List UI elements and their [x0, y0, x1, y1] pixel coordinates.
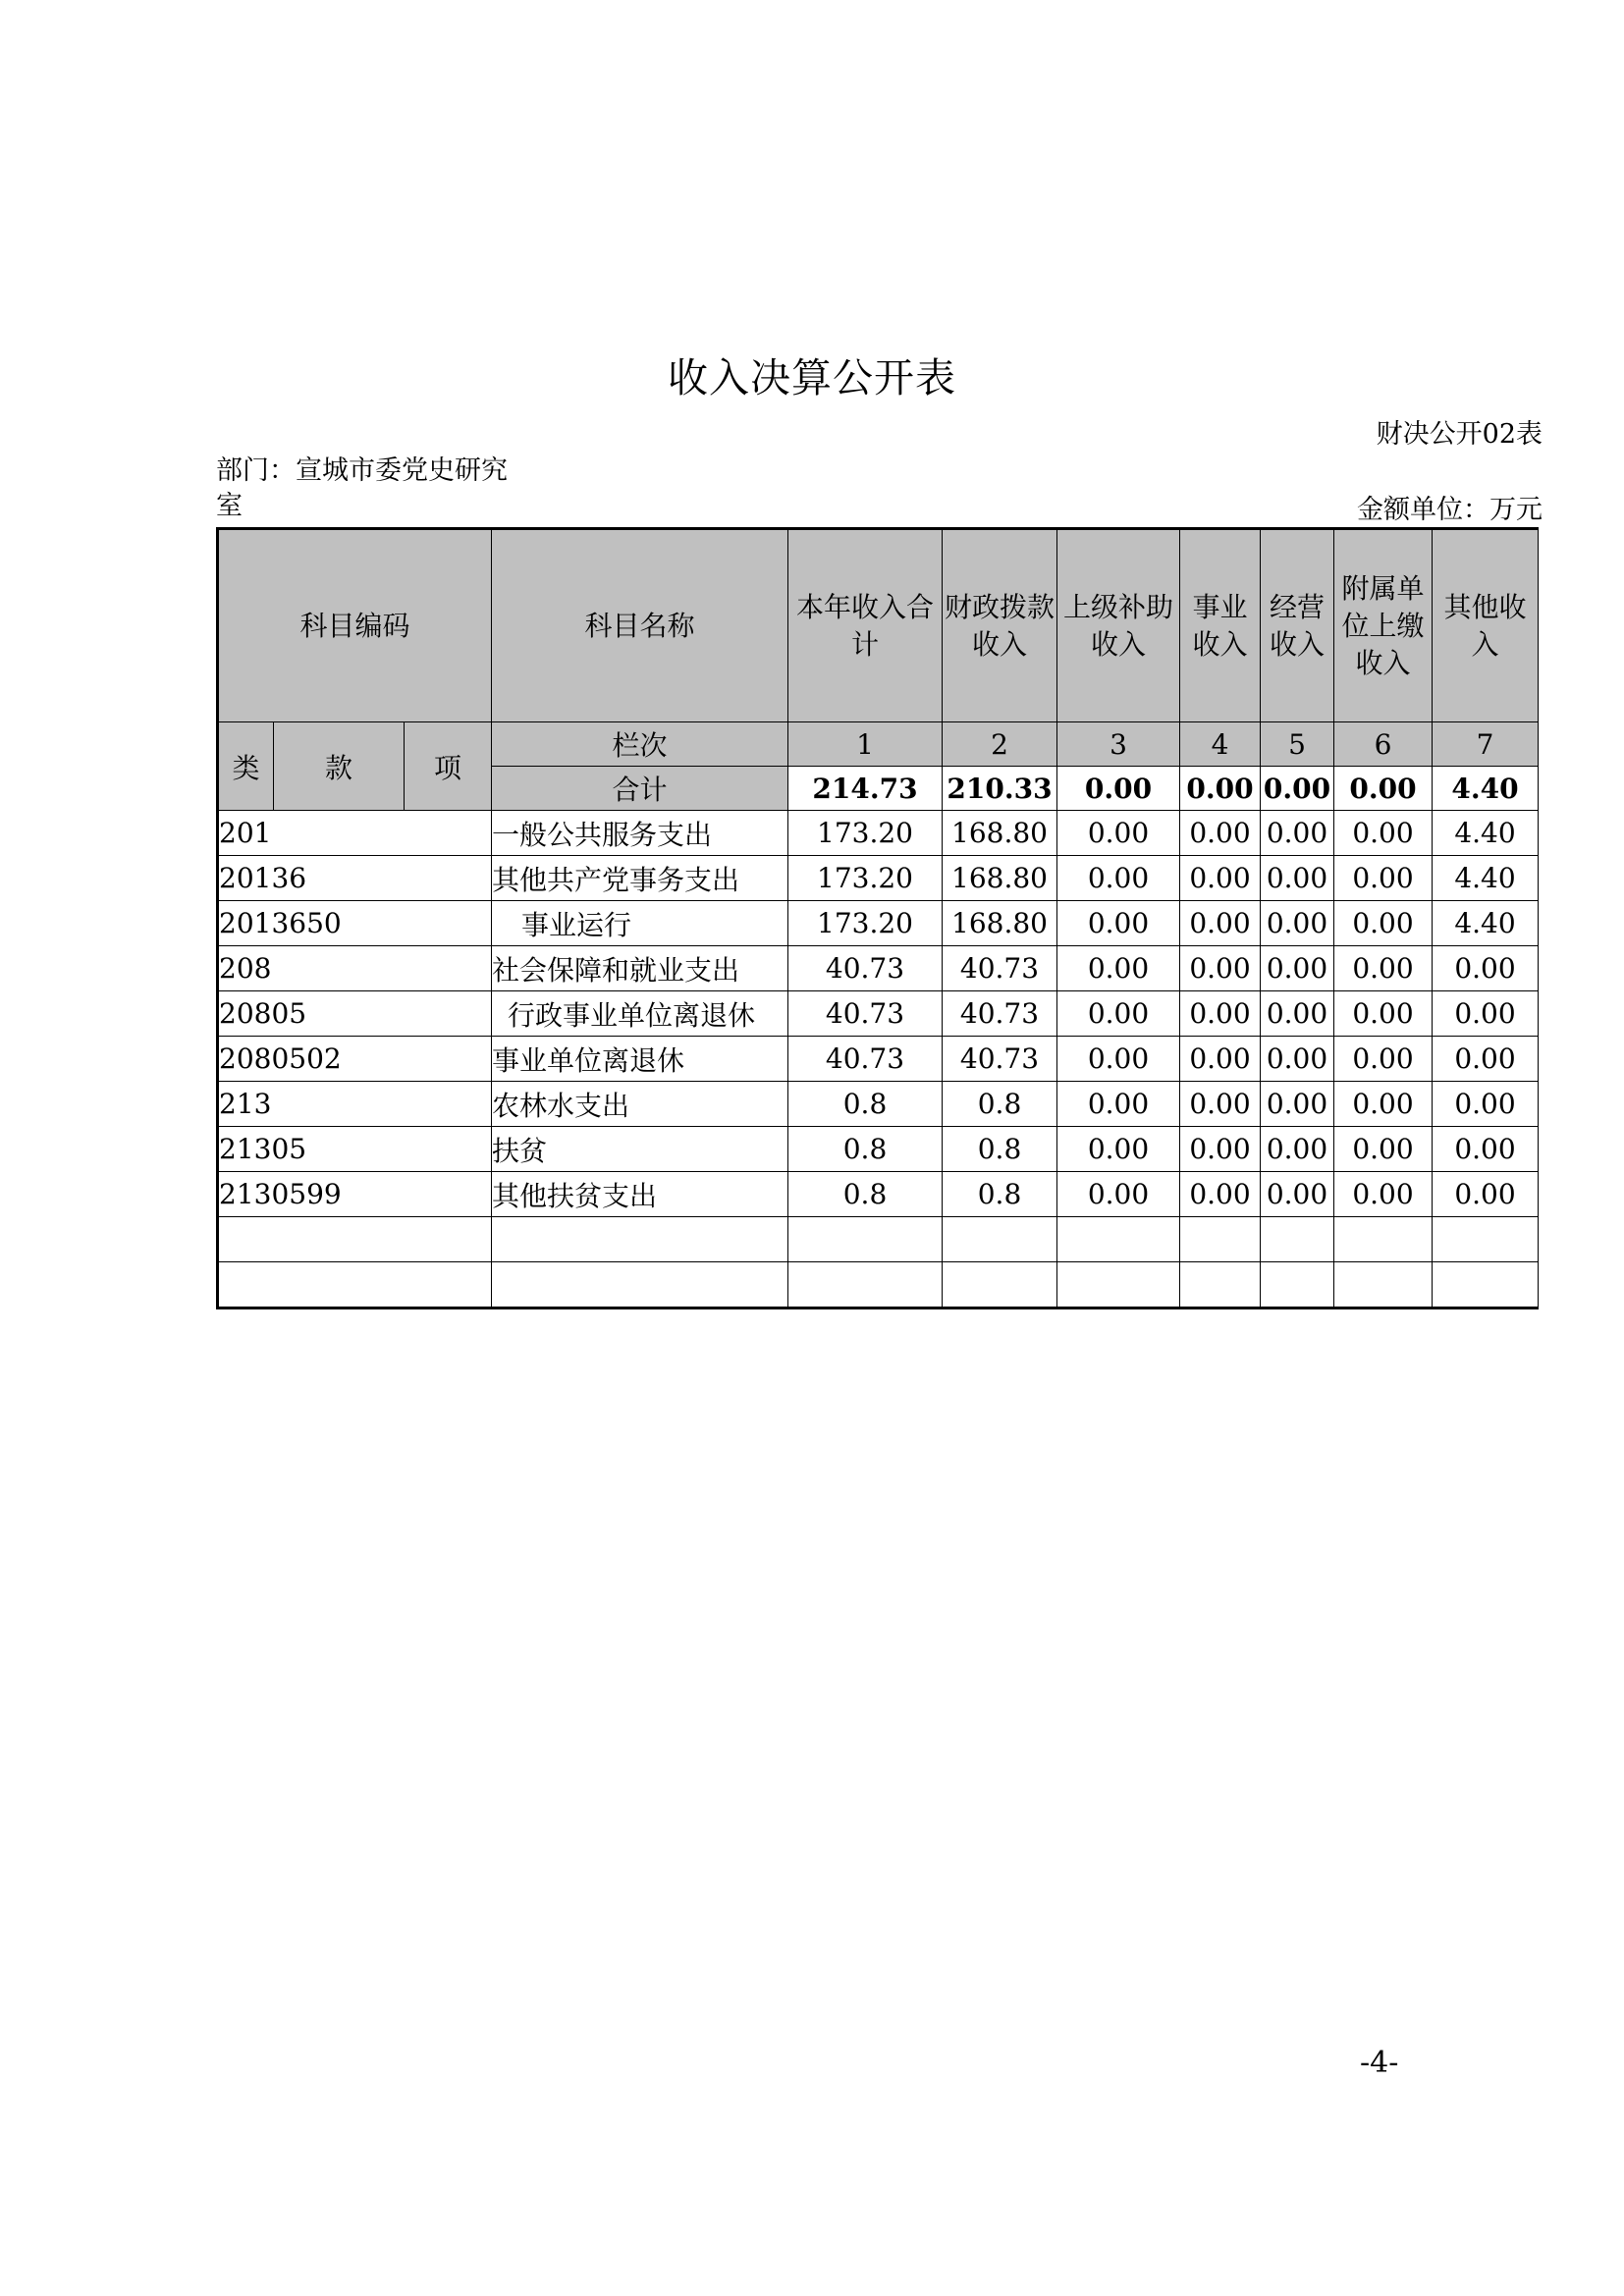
col-number-3: 3	[1057, 722, 1180, 767]
amount-col-2: 40.73	[943, 946, 1057, 991]
amount-col-5: 0.00	[1261, 1172, 1334, 1217]
column-number-row	[218, 722, 1539, 767]
empty-cell	[943, 1217, 1057, 1262]
empty-row	[218, 1217, 1539, 1262]
amount-col-6: 0.00	[1334, 1172, 1433, 1217]
amount-col-1: 40.73	[788, 991, 943, 1037]
subject-code: 2080502	[218, 1037, 492, 1082]
amount-col-1: 40.73	[788, 946, 943, 991]
total-label: 合计	[492, 767, 788, 811]
amount-col-2: 168.80	[943, 856, 1057, 901]
amount-col-3: 0.00	[1057, 811, 1180, 856]
amount-col-6: 0.00	[1334, 991, 1433, 1037]
total-value-3: 0.00	[1057, 767, 1180, 811]
subject-code: 21305	[218, 1127, 492, 1172]
header-col-5: 经营收入	[1261, 529, 1334, 722]
col-number-4: 4	[1180, 722, 1261, 767]
subject-code: 20805	[218, 991, 492, 1037]
amount-col-6: 0.00	[1334, 1037, 1433, 1082]
subject-name: 事业单位离退休	[492, 1037, 788, 1082]
amount-col-7: 4.40	[1433, 811, 1539, 856]
subject-name: 农林水支出	[492, 1082, 788, 1127]
empty-cell	[1180, 1217, 1261, 1262]
table-header-row	[218, 529, 1539, 722]
empty-cell	[218, 1217, 492, 1262]
amount-col-1: 173.20	[788, 901, 943, 946]
col-number-1: 1	[788, 722, 943, 767]
empty-cell	[1057, 1262, 1180, 1308]
amount-col-6: 0.00	[1334, 901, 1433, 946]
total-value-7: 4.40	[1433, 767, 1539, 811]
subject-name: 行政事业单位离退休	[492, 991, 788, 1037]
subject-code: 2013650	[218, 901, 492, 946]
total-value-5: 0.00	[1261, 767, 1334, 811]
subject-code: 2130599	[218, 1172, 492, 1217]
subject-name: 扶贫	[492, 1127, 788, 1172]
amount-col-5: 0.00	[1261, 1127, 1334, 1172]
subheader-lanci: 栏次	[492, 722, 788, 767]
amount-col-6: 0.00	[1334, 1127, 1433, 1172]
empty-cell	[1261, 1217, 1334, 1262]
amount-col-5: 0.00	[1261, 811, 1334, 856]
subject-name: 社会保障和就业支出	[492, 946, 788, 991]
amount-col-4: 0.00	[1180, 991, 1261, 1037]
table-row	[218, 1127, 1539, 1172]
header-col-6: 附属单位上缴收入	[1334, 529, 1433, 722]
empty-cell	[1433, 1217, 1539, 1262]
amount-col-3: 0.00	[1057, 1082, 1180, 1127]
amount-col-7: 0.00	[1433, 1172, 1539, 1217]
empty-cell	[1334, 1217, 1433, 1262]
header-name: 科目名称	[492, 529, 788, 722]
subject-name: 事业运行	[492, 901, 788, 946]
header-col-7: 其他收入	[1433, 529, 1539, 722]
amount-col-2: 40.73	[943, 1037, 1057, 1082]
subheader-lei: 类	[218, 722, 274, 811]
amount-col-7: 0.00	[1433, 1127, 1539, 1172]
amount-col-7: 0.00	[1433, 991, 1539, 1037]
amount-col-4: 0.00	[1180, 1127, 1261, 1172]
col-number-7: 7	[1433, 722, 1539, 767]
amount-col-3: 0.00	[1057, 1127, 1180, 1172]
amount-col-1: 0.8	[788, 1127, 943, 1172]
empty-cell	[1261, 1262, 1334, 1308]
page-title: 收入决算公开表	[668, 354, 956, 401]
empty-cell	[788, 1262, 943, 1308]
department-label: 部门：宣城市委党史研究室	[216, 455, 508, 521]
amount-col-5: 0.00	[1261, 901, 1334, 946]
amount-col-4: 0.00	[1180, 856, 1261, 901]
table-row	[218, 811, 1539, 856]
amount-col-4: 0.00	[1180, 1082, 1261, 1127]
amount-col-5: 0.00	[1261, 946, 1334, 991]
amount-col-7: 0.00	[1433, 1082, 1539, 1127]
amount-col-6: 0.00	[1334, 1082, 1433, 1127]
empty-row	[218, 1262, 1539, 1308]
empty-cell	[1057, 1217, 1180, 1262]
amount-col-7: 4.40	[1433, 901, 1539, 946]
col-number-5: 5	[1261, 722, 1334, 767]
amount-col-2: 168.80	[943, 811, 1057, 856]
amount-col-2: 40.73	[943, 991, 1057, 1037]
subheader-xiang: 项	[405, 722, 492, 811]
amount-col-5: 0.00	[1261, 991, 1334, 1037]
amount-col-6: 0.00	[1334, 946, 1433, 991]
table-row	[218, 1082, 1539, 1127]
table-row	[218, 901, 1539, 946]
subject-name: 其他共产党事务支出	[492, 856, 788, 901]
amount-col-5: 0.00	[1261, 1082, 1334, 1127]
amount-col-3: 0.00	[1057, 946, 1180, 991]
amount-col-1: 0.8	[788, 1082, 943, 1127]
subject-code: 208	[218, 946, 492, 991]
total-value-6: 0.00	[1334, 767, 1433, 811]
empty-cell	[1433, 1262, 1539, 1308]
amount-col-1: 173.20	[788, 856, 943, 901]
amount-col-1: 40.73	[788, 1037, 943, 1082]
subheader-kuan: 款	[274, 722, 405, 811]
amount-col-3: 0.00	[1057, 901, 1180, 946]
amount-col-2: 168.80	[943, 901, 1057, 946]
amount-col-7: 0.00	[1433, 1037, 1539, 1082]
amount-col-5: 0.00	[1261, 856, 1334, 901]
table-row	[218, 946, 1539, 991]
amount-col-6: 0.00	[1334, 856, 1433, 901]
amount-col-4: 0.00	[1180, 811, 1261, 856]
empty-cell	[1180, 1262, 1261, 1308]
amount-col-6: 0.00	[1334, 811, 1433, 856]
income-table	[216, 527, 1539, 1309]
amount-col-1: 173.20	[788, 811, 943, 856]
amount-col-2: 0.8	[943, 1082, 1057, 1127]
empty-cell	[943, 1262, 1057, 1308]
header-code: 科目编码	[218, 529, 492, 722]
empty-cell	[492, 1217, 788, 1262]
empty-cell	[492, 1262, 788, 1308]
amount-col-3: 0.00	[1057, 1172, 1180, 1217]
empty-cell	[1334, 1262, 1433, 1308]
amount-col-4: 0.00	[1180, 901, 1261, 946]
empty-cell	[218, 1262, 492, 1308]
amount-unit-label: 金额单位：万元	[1357, 495, 1543, 525]
col-number-2: 2	[943, 722, 1057, 767]
total-value-1: 214.73	[788, 767, 943, 811]
table-row	[218, 1172, 1539, 1217]
amount-col-7: 0.00	[1433, 946, 1539, 991]
amount-col-2: 0.8	[943, 1172, 1057, 1217]
table-row	[218, 991, 1539, 1037]
subject-name: 一般公共服务支出	[492, 811, 788, 856]
page-number: -4-	[1360, 2046, 1399, 2080]
amount-col-1: 0.8	[788, 1172, 943, 1217]
subject-code: 213	[218, 1082, 492, 1127]
amount-col-3: 0.00	[1057, 1037, 1180, 1082]
subject-code: 201	[218, 811, 492, 856]
form-code: 财决公开02表	[1376, 419, 1543, 450]
empty-cell	[788, 1217, 943, 1262]
amount-col-7: 4.40	[1433, 856, 1539, 901]
col-number-6: 6	[1334, 722, 1433, 767]
header-col-1: 本年收入合计	[788, 529, 943, 722]
table-row	[218, 1037, 1539, 1082]
amount-col-4: 0.00	[1180, 946, 1261, 991]
table-row	[218, 856, 1539, 901]
total-value-2: 210.33	[943, 767, 1057, 811]
header-col-2: 财政拨款收入	[943, 529, 1057, 722]
header-col-4: 事业收入	[1180, 529, 1261, 722]
header-col-3: 上级补助收入	[1057, 529, 1180, 722]
amount-col-2: 0.8	[943, 1127, 1057, 1172]
amount-col-3: 0.00	[1057, 856, 1180, 901]
amount-col-4: 0.00	[1180, 1172, 1261, 1217]
total-value-4: 0.00	[1180, 767, 1261, 811]
amount-col-4: 0.00	[1180, 1037, 1261, 1082]
amount-col-3: 0.00	[1057, 991, 1180, 1037]
subject-name: 其他扶贫支出	[492, 1172, 788, 1217]
subject-code: 20136	[218, 856, 492, 901]
amount-col-5: 0.00	[1261, 1037, 1334, 1082]
